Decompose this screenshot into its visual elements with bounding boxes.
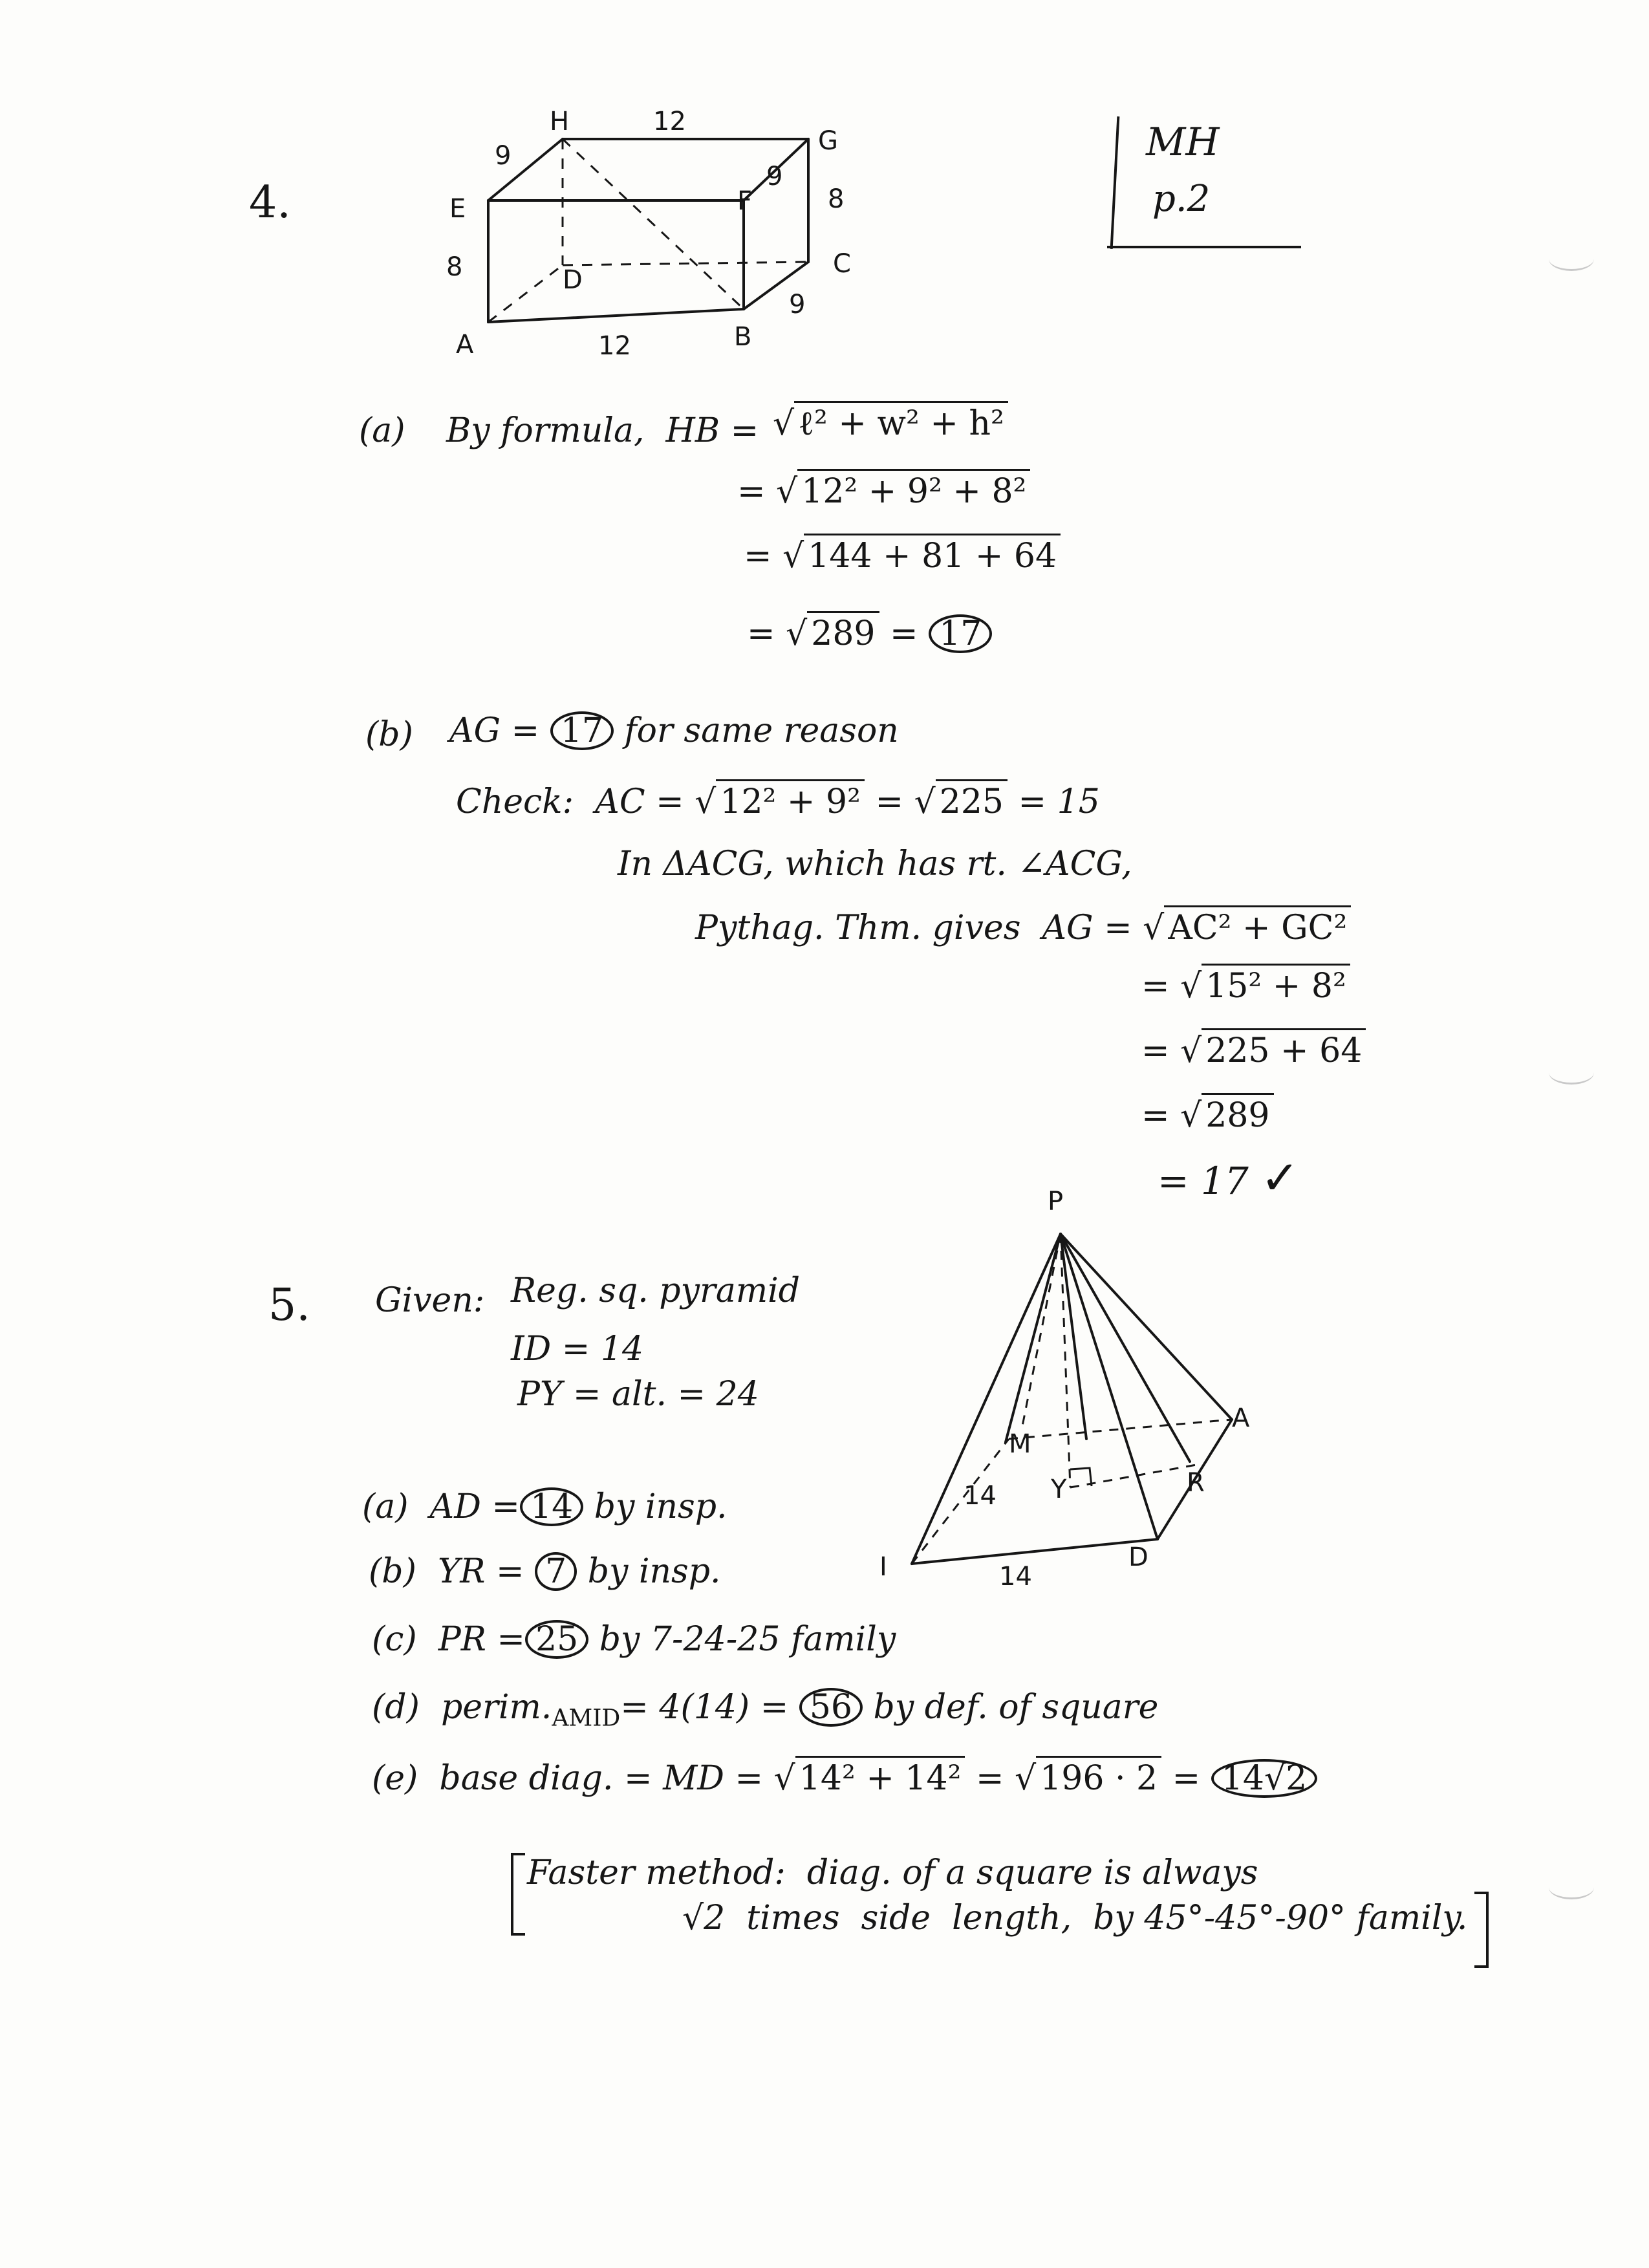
p5-given-label: Given: (375, 1281, 485, 1320)
p4b-line4-radicand: AC² + GC² (1164, 905, 1351, 945)
note-line-2: √2 times side length, by 45°-45°-90° family. (682, 1899, 1468, 1938)
p4b-line6-radicand: 225 + 64 (1202, 1028, 1366, 1068)
vertex-label-c: C (833, 249, 851, 279)
p4b-line4-pre: Pythag. Thm. gives AG = (695, 909, 1132, 947)
p5d-line (372, 1688, 1158, 1730)
vertex-label-i: I (879, 1552, 887, 1582)
p4a-eq5: = (890, 614, 918, 653)
p4b-check-rad2: 225 (936, 779, 1008, 819)
vertex-label-a-pyramid: A (1232, 1403, 1250, 1433)
p5d-pre: perim. (440, 1688, 552, 1727)
p4b-check-line: Check: AC = √ 12² + 9² = √ 225 = 15 (456, 779, 1100, 819)
p5d-label: (d) (372, 1688, 420, 1727)
p4a-eq3: = (744, 537, 772, 576)
p4b-check-rad1: 12² + 9² (716, 779, 865, 819)
vertex-label-d: D (563, 265, 583, 295)
p5-given-3: PY = alt. = 24 (517, 1375, 759, 1414)
p4a-answer: 17 (929, 614, 992, 653)
p5a-line (362, 1487, 727, 1526)
p4b-line7: = √ 289 (1141, 1093, 1274, 1132)
p4b-line5: = √ 15² + 8² (1141, 964, 1350, 1003)
vertex-label-h: H (550, 107, 570, 136)
p5e-pre: base diag. = MD = (439, 1759, 764, 1798)
p4b-line1-pre: AG = (449, 711, 540, 750)
dim-top-left-width: 9 (495, 141, 512, 171)
vertex-label-e: E (449, 194, 466, 224)
p5a-pre: AD = (429, 1487, 520, 1526)
p5c-post: by 7-24-25 family (599, 1620, 896, 1659)
dim-left-height: 8 (446, 252, 463, 282)
vertex-label-a: A (456, 330, 474, 360)
p4b-label: (b) (365, 715, 413, 754)
p5e-answer: 14√2 (1211, 1759, 1317, 1798)
p5-given-2: ID = 14 (511, 1330, 644, 1368)
vertex-label-f: F (737, 186, 753, 216)
p4b-line5-radicand: 15² + 8² (1202, 964, 1350, 1003)
vertex-label-p: P (1048, 1187, 1064, 1216)
dim-right-height: 8 (828, 184, 845, 214)
p4b-check-label: Check: (456, 783, 574, 821)
p5b-answer: 7 (535, 1552, 577, 1591)
p5d-post: by def. of square (873, 1688, 1159, 1727)
p5c-answer: 25 (525, 1620, 588, 1659)
note-line-1: Faster method: diag. of a square is always (527, 1853, 1258, 1892)
p5b-post: by insp. (587, 1552, 721, 1591)
p4a-line4: = √ 289 = 17 (747, 611, 992, 653)
dim-base-edge: 14 (999, 1562, 1032, 1592)
p5e-line: (e) base diag. = MD = √ 14² + 14² = √ 196 · 2 = 14√2 (372, 1756, 1317, 1798)
vertex-label-b: B (734, 322, 752, 352)
p5d-mid: = 4(14) = (620, 1688, 789, 1727)
p5b-line (369, 1552, 721, 1591)
vertex-label-m: M (1009, 1429, 1031, 1459)
p5a-post: by insp. (594, 1487, 727, 1526)
p5d-sub: AMID (552, 1705, 621, 1732)
p4a-line1-radicand: ℓ² + w² + h² (794, 401, 1008, 440)
vertex-label-r: R (1187, 1468, 1205, 1498)
p5c-label: (c) (372, 1620, 417, 1659)
p5e-rad1: 14² + 14² (795, 1756, 965, 1795)
check-mark-icon: ✓ (1260, 1150, 1300, 1205)
problem-4-number: 4. (249, 177, 291, 228)
p4a-eq2: = (737, 472, 766, 511)
p5b-pre: YR = (437, 1552, 524, 1591)
p5e-label: (e) (372, 1759, 418, 1798)
dim-top-right-width: 9 (766, 162, 783, 191)
p5e-rad2: 196 · 2 (1036, 1756, 1161, 1795)
p4b-line4: Pythag. Thm. gives AG = √ AC² + GC² (695, 905, 1351, 945)
p4b-answer: 17 (550, 711, 614, 750)
p4b-line1-post: for same reason (624, 711, 899, 750)
p4b-check-result: = 15 (1018, 783, 1100, 821)
p4b-line8-text: = 17 (1158, 1159, 1249, 1203)
p4b-line1 (449, 711, 899, 750)
dim-slant-edge: 14 (964, 1481, 997, 1511)
p4b-line8 (1158, 1150, 1300, 1205)
dim-bottom-length: 12 (598, 331, 631, 361)
p5c-pre: PR = (438, 1620, 526, 1659)
p4b-line6: = √ 225 + 64 (1141, 1028, 1366, 1068)
p5b-label: (b) (369, 1552, 416, 1591)
p5a-label: (a) (362, 1487, 409, 1526)
p4a-eq4: = (747, 614, 775, 653)
badge-page-number: p.2 (1152, 178, 1211, 220)
vertex-label-g: G (818, 126, 838, 156)
p5-given-1: Reg. sq. pyramid (511, 1271, 801, 1310)
p4a-line1-text: By formula, HB = (446, 411, 759, 450)
note-right-bracket (1474, 1892, 1489, 1968)
p4a-label: (a) (359, 411, 405, 450)
p4b-line3: In ΔACG, which has rt. ∠ACG, (618, 845, 1132, 883)
dim-bottom-right-width: 9 (789, 290, 806, 319)
p5a-answer: 14 (520, 1487, 583, 1526)
dim-top-length: 12 (653, 107, 686, 136)
p4a-line4-radicand: 289 (807, 611, 879, 651)
p4a-line3: = √ 144 + 81 + 64 (744, 534, 1061, 573)
note-left-bracket (511, 1853, 525, 1936)
vertex-label-d-pyramid: D (1128, 1542, 1148, 1572)
p4b-line7-radicand: 289 (1202, 1093, 1273, 1132)
badge-initials: MH (1146, 120, 1220, 165)
p5d-answer: 56 (799, 1688, 863, 1727)
vertex-label-y: Y (1051, 1474, 1067, 1504)
p5c-line (372, 1620, 896, 1659)
p4a-line2-radicand: 12² + 9² + 8² (797, 469, 1030, 508)
p4a-line1-radical: √ ℓ² + w² + h² (773, 401, 1008, 440)
p4b-check-pre: AC = (595, 783, 684, 821)
p4a-line3-radicand: 144 + 81 + 64 (804, 534, 1061, 573)
p4a-line2: = √ 12² + 9² + 8² (737, 469, 1030, 508)
problem-5-number: 5. (268, 1280, 310, 1331)
